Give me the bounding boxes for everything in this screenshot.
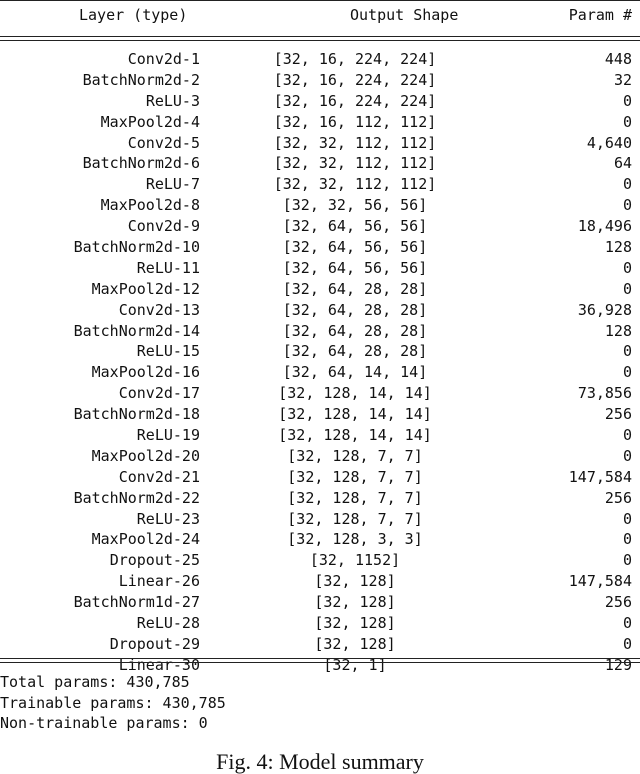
trainable-params: Trainable params: 430,785 bbox=[0, 693, 226, 712]
layer-name: ReLU-23 bbox=[136, 509, 200, 528]
layer-name: Conv2d-13 bbox=[118, 300, 200, 319]
output-shape: [32, 64, 14, 14] bbox=[282, 363, 428, 382]
output-shape: [32, 128, 7, 7] bbox=[287, 509, 423, 528]
output-shape: [32, 128] bbox=[314, 634, 396, 653]
output-shape: [32, 64, 28, 28] bbox=[282, 300, 428, 319]
layer-name: ReLU-7 bbox=[145, 175, 200, 194]
layer-name: MaxPool2d-24 bbox=[91, 530, 200, 549]
table-row bbox=[0, 383, 640, 404]
param-count: 0 bbox=[622, 426, 632, 445]
layer-name: BatchNorm2d-6 bbox=[82, 154, 200, 173]
param-count: 32 bbox=[613, 70, 632, 89]
param-count: 147,584 bbox=[568, 572, 632, 591]
table-row bbox=[0, 133, 640, 154]
layer-name: MaxPool2d-4 bbox=[100, 112, 200, 131]
output-shape: [32, 128] bbox=[314, 593, 396, 612]
param-count: 147,584 bbox=[568, 467, 632, 486]
table-row bbox=[0, 550, 640, 571]
table-row bbox=[0, 279, 640, 300]
param-count: 128 bbox=[604, 238, 632, 257]
layer-name: ReLU-11 bbox=[136, 258, 200, 277]
output-shape: [32, 32, 112, 112] bbox=[273, 154, 437, 173]
totals-separator bbox=[0, 658, 640, 663]
top-rule bbox=[0, 0, 640, 1]
output-shape: [32, 32, 112, 112] bbox=[273, 175, 437, 194]
table-row bbox=[0, 258, 640, 279]
output-shape: [32, 128, 14, 14] bbox=[278, 426, 432, 445]
layer-name: Conv2d-9 bbox=[127, 217, 200, 236]
param-count: 256 bbox=[604, 488, 632, 507]
param-count: 0 bbox=[622, 530, 632, 549]
param-count: 73,856 bbox=[577, 384, 632, 403]
figure-caption: Fig. 4: Model summary bbox=[216, 749, 424, 774]
header-param-count: Param # bbox=[568, 6, 632, 24]
layer-name: MaxPool2d-20 bbox=[91, 446, 200, 465]
table-row bbox=[0, 634, 640, 655]
output-shape: [32, 1] bbox=[323, 655, 387, 674]
param-count: 256 bbox=[604, 593, 632, 612]
param-count: 36,928 bbox=[577, 300, 632, 319]
param-count: 0 bbox=[622, 112, 632, 131]
output-shape: [32, 128, 14, 14] bbox=[278, 384, 432, 403]
total-params: Total params: 430,785 bbox=[0, 673, 190, 691]
table-row bbox=[0, 529, 640, 550]
layer-name: Conv2d-5 bbox=[127, 133, 200, 152]
table-row bbox=[0, 91, 640, 112]
output-shape: [32, 128] bbox=[314, 572, 396, 591]
output-shape: [32, 128, 7, 7] bbox=[287, 446, 423, 465]
param-count: 0 bbox=[622, 258, 632, 277]
param-count: 0 bbox=[622, 363, 632, 382]
layer-name: BatchNorm2d-14 bbox=[73, 321, 200, 340]
output-shape: [32, 64, 28, 28] bbox=[282, 279, 428, 298]
table-row bbox=[0, 592, 640, 613]
layer-name: BatchNorm2d-10 bbox=[73, 238, 200, 257]
layer-name: MaxPool2d-8 bbox=[100, 196, 200, 215]
totals-block bbox=[0, 672, 226, 734]
layer-name: Conv2d-21 bbox=[118, 467, 200, 486]
param-count: 0 bbox=[622, 91, 632, 110]
layer-name: BatchNorm2d-22 bbox=[73, 488, 200, 507]
layer-name: ReLU-28 bbox=[136, 614, 200, 633]
table-row bbox=[0, 112, 640, 133]
param-count: 0 bbox=[622, 196, 632, 215]
output-shape: [32, 64, 56, 56] bbox=[282, 217, 428, 236]
output-shape: [32, 16, 224, 224] bbox=[273, 50, 437, 68]
output-shape: [32, 64, 56, 56] bbox=[282, 238, 428, 257]
layer-name: ReLU-15 bbox=[136, 342, 200, 361]
output-shape: [32, 16, 224, 224] bbox=[273, 70, 437, 89]
param-count: 0 bbox=[622, 446, 632, 465]
output-shape: [32, 32, 112, 112] bbox=[273, 133, 437, 152]
table-row bbox=[0, 571, 640, 592]
output-shape: [32, 32, 56, 56] bbox=[282, 196, 428, 215]
param-count: 18,496 bbox=[577, 217, 632, 236]
layer-name: Conv2d-17 bbox=[118, 384, 200, 403]
output-shape: [32, 128, 3, 3] bbox=[287, 530, 423, 549]
table-row bbox=[0, 404, 640, 425]
table-row bbox=[0, 237, 640, 258]
param-count: 0 bbox=[622, 175, 632, 194]
layer-name: Conv2d-1 bbox=[127, 50, 200, 68]
layer-name: MaxPool2d-16 bbox=[91, 363, 200, 382]
table-row bbox=[0, 362, 640, 383]
param-count: 4,640 bbox=[586, 133, 632, 152]
header-output-shape: Output Shape bbox=[350, 6, 459, 24]
param-count: 448 bbox=[604, 50, 632, 68]
layer-name: BatchNorm1d-27 bbox=[73, 593, 200, 612]
table-row bbox=[0, 216, 640, 237]
layer-name: ReLU-3 bbox=[145, 91, 200, 110]
non-trainable-params: Non-trainable params: 0 bbox=[0, 714, 208, 732]
table-row bbox=[0, 70, 640, 91]
layer-name: MaxPool2d-12 bbox=[91, 279, 200, 298]
param-count: 256 bbox=[604, 405, 632, 424]
layer-name: BatchNorm2d-2 bbox=[82, 70, 200, 89]
param-count: 0 bbox=[622, 551, 632, 570]
param-count: 129 bbox=[604, 655, 632, 674]
table-row bbox=[0, 321, 640, 342]
output-shape: [32, 128, 7, 7] bbox=[287, 467, 423, 486]
table-row bbox=[0, 488, 640, 509]
param-count: 0 bbox=[622, 634, 632, 653]
table-row bbox=[0, 195, 640, 216]
layer-name: Linear-30 bbox=[118, 655, 200, 674]
table-row bbox=[0, 613, 640, 634]
param-count: 0 bbox=[622, 614, 632, 633]
layer-table bbox=[0, 49, 640, 676]
output-shape: [32, 128, 7, 7] bbox=[287, 488, 423, 507]
layer-name: BatchNorm2d-18 bbox=[73, 405, 200, 424]
table-row bbox=[0, 446, 640, 467]
param-count: 128 bbox=[604, 321, 632, 340]
table-row bbox=[0, 425, 640, 446]
param-count: 0 bbox=[622, 279, 632, 298]
param-count: 64 bbox=[613, 154, 632, 173]
output-shape: [32, 64, 28, 28] bbox=[282, 342, 428, 361]
output-shape: [32, 64, 56, 56] bbox=[282, 258, 428, 277]
table-row bbox=[0, 300, 640, 321]
layer-name: Linear-26 bbox=[118, 572, 200, 591]
header-separator bbox=[0, 36, 640, 41]
table-row bbox=[0, 153, 640, 174]
table-row bbox=[0, 49, 640, 70]
param-count: 0 bbox=[622, 509, 632, 528]
output-shape: [32, 64, 28, 28] bbox=[282, 321, 428, 340]
table-row bbox=[0, 509, 640, 530]
output-shape: [32, 1152] bbox=[309, 551, 401, 570]
layer-name: Dropout-25 bbox=[109, 551, 200, 570]
output-shape: [32, 128] bbox=[314, 614, 396, 633]
output-shape: [32, 16, 112, 112] bbox=[273, 112, 437, 131]
output-shape: [32, 16, 224, 224] bbox=[273, 91, 437, 110]
param-count: 0 bbox=[622, 342, 632, 361]
layer-name: Dropout-29 bbox=[109, 634, 200, 653]
layer-name: ReLU-19 bbox=[136, 426, 200, 445]
output-shape: [32, 128, 14, 14] bbox=[278, 405, 432, 424]
table-row bbox=[0, 341, 640, 362]
table-row bbox=[0, 174, 640, 195]
header-layer-type: Layer (type) bbox=[79, 6, 188, 24]
table-row bbox=[0, 467, 640, 488]
